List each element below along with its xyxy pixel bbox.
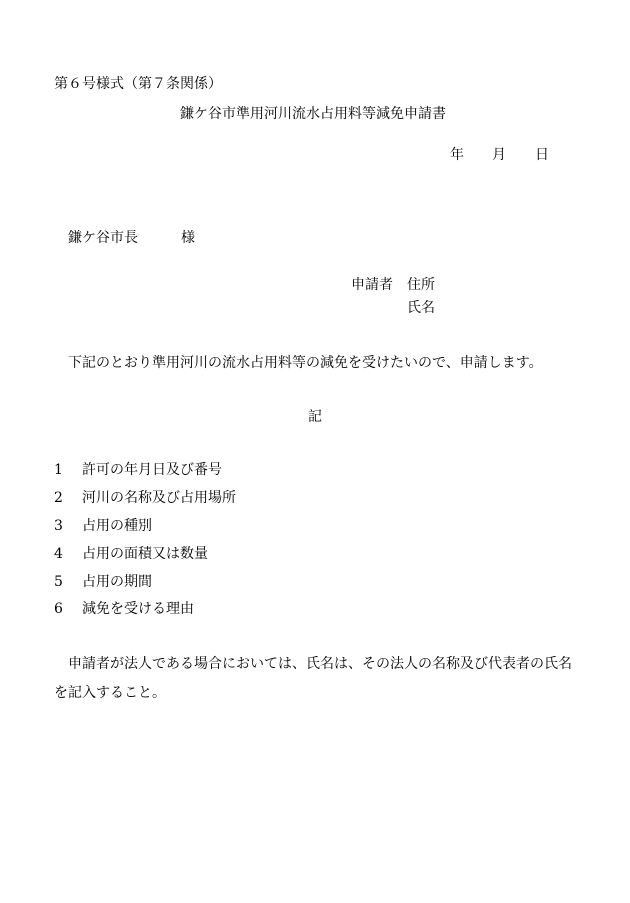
- item-label: 河川の名称及び占用場所: [82, 490, 236, 506]
- name-label: 氏名: [407, 300, 435, 316]
- note-text-line-2: を記入すること。: [54, 685, 166, 701]
- document-title: 鎌ケ谷市準用河川流水占用料等減免申請書: [180, 106, 446, 122]
- list-item: [54, 519, 152, 533]
- date-day-label: 日: [535, 147, 549, 163]
- item-number: 4: [54, 546, 63, 562]
- list-item: [54, 575, 152, 589]
- note-text-line-1: 申請者が法人である場合においては、氏名は、その法人の名称及び代表者の氏名: [68, 656, 572, 672]
- item-label: 占用の期間: [82, 574, 152, 590]
- list-item: [54, 491, 236, 505]
- ki-heading: 記: [308, 409, 322, 425]
- item-number: 3: [54, 518, 63, 534]
- item-label: 減免を受ける理由: [82, 601, 194, 617]
- item-number: 2: [54, 490, 63, 506]
- item-number: 5: [54, 574, 63, 590]
- list-item: [54, 547, 208, 561]
- list-item: [54, 463, 222, 477]
- date-year-label: 年: [450, 147, 464, 163]
- applicant-label: 申請者: [351, 277, 393, 293]
- form-number: 第６号様式（第７条関係）: [54, 76, 222, 92]
- addressee-honorific: 様: [181, 230, 195, 246]
- date-month-label: 月: [492, 147, 506, 163]
- item-label: 許可の年月日及び番号: [82, 462, 222, 478]
- item-label: 占用の種別: [82, 518, 152, 534]
- address-label: 住所: [407, 277, 435, 293]
- request-statement: 下記のとおり準用河川の流水占用料等の減免を受けたいので、申請します。: [68, 355, 543, 371]
- item-label: 占用の面積又は数量: [82, 546, 208, 562]
- addressee-name: 鎌ケ谷市長: [68, 230, 138, 246]
- item-number: 1: [54, 462, 63, 478]
- item-number: 6: [54, 601, 63, 617]
- list-item: [54, 602, 194, 616]
